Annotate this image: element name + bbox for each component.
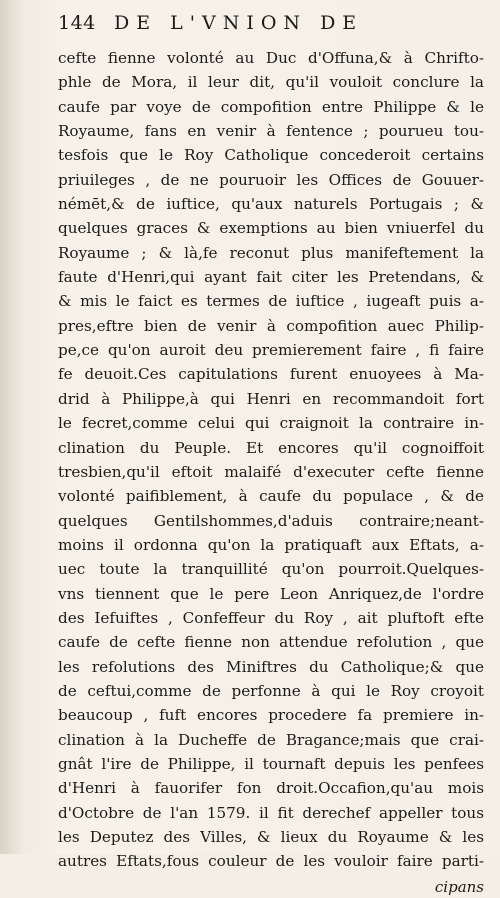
text-line: drid à Philippe,à qui Henri en recommandoit fort (58, 389, 484, 408)
text-line: fe deuoit.Ces capitulations furent enuoyees à Ma- (58, 365, 484, 384)
text-line: de ceftui,comme de perfonne à qui le Roy croyoit (58, 681, 484, 700)
text-line: volonté paifiblement, à caufe du populace , & de (58, 487, 484, 506)
text-line: tresbien,qu'il eftoit malaifé d'executer cefte fienne (58, 462, 484, 481)
text-line: vns tiennent que le pere Leon Anriquez,de l'ordre (58, 584, 484, 603)
text-line: tesfois que le Roy Catholique concederoit certains (58, 146, 484, 165)
text-line: d'Henri à fauorifer fon droit.Occafion,qu'au mois (58, 779, 484, 798)
text-line: beaucoup , fuft encores procedere fa premiere in- (58, 706, 484, 725)
text-line: Royaume ; & là,fe reconut plus manifeftement la (58, 243, 484, 262)
text-line: uec toute la tranquillité qu'on pourroit.Quelques- (58, 560, 484, 579)
text-line: quelques Gentilshommes,d'aduis contraire;neant- (58, 511, 484, 530)
text-line: caufe de cefte fienne non attendue refolution , que (58, 633, 484, 652)
catchword: cipans (434, 877, 484, 896)
running-head: DE L'VNION DE (114, 12, 364, 34)
text-line: pe,ce qu'on auroit deu premierement faire , fi faire (58, 341, 484, 360)
text-line: d'Octobre de l'an 1579. il fit derechef appeller tous (58, 803, 484, 822)
text-line: autres Eftats,fous couleur de les vouloir faire parti- (58, 852, 484, 871)
text-line: les refolutions des Miniftres du Catholique;& que (58, 657, 484, 676)
text-line: clination à la Ducheffe de Bragance;mais que crai- (58, 730, 484, 749)
text-line: gnât l'ire de Philippe, il tournaft depuis les penfees (58, 754, 484, 773)
text-line: priuileges , de ne pouruoir les Offices de Gouuer- (58, 170, 484, 189)
text-line: pres,eftre bien de venir à compofition auec Philip- (58, 316, 484, 335)
page-header (58, 12, 484, 42)
text-line: les Deputez des Villes, & lieux du Royaume & les (58, 828, 484, 846)
page-gutter-shadow (0, 0, 22, 854)
text-line: cefte fienne volonté au Duc d'Offuna,& à Chrifto- (58, 49, 484, 67)
text-line: phle de Mora, il leur dit, qu'il vouloit conclure la (58, 73, 484, 92)
text-line: moins il ordonna qu'on la pratiquaft aux Eftats, a- (58, 535, 484, 554)
page-number: 144 (58, 12, 96, 34)
text-line: clination du Peuple. Et encores qu'il cognoiffoit (58, 438, 484, 457)
text-line: le fecret,comme celui qui craignoit la contraire in- (58, 414, 484, 433)
text-line: faute d'Henri,qui ayant fait citer les Pretendans, & (58, 268, 484, 287)
text-line: némēt,& de iuftice, qu'aux naturels Portugais ; & (58, 195, 484, 214)
body-text (58, 46, 484, 874)
text-line: Royaume, fans en venir à fentence ; pourueu tou- (58, 122, 484, 141)
text-line: quelques graces & exemptions au bien vniuerfel du (58, 219, 484, 238)
text-line: des Iefuiftes , Confeffeur du Roy , ait pluftoft efte (58, 608, 484, 627)
text-line: caufe par voye de compofition entre Philippe & le (58, 97, 484, 116)
text-line: & mis le faict es termes de iuftice , iugeaft puis a- (58, 292, 484, 311)
